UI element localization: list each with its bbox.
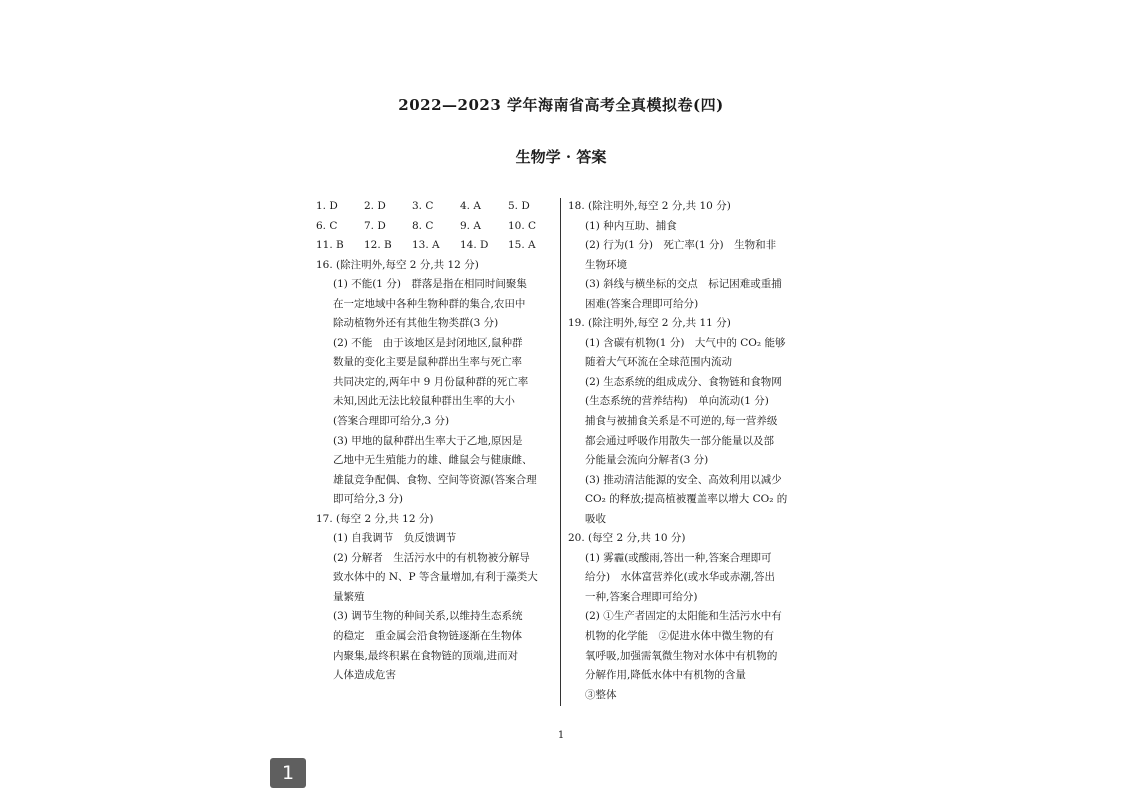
answer-line: 除动植物外还有其他生物类群(3 分) — [333, 317, 499, 330]
mc-answer: 14. D — [460, 239, 489, 252]
mc-answer: 7. D — [364, 219, 386, 232]
mc-answer: 1. D — [316, 200, 338, 212]
answer-line: 在一定地域中各种生物种群的集合,农田中 — [333, 297, 526, 310]
answer-line: 未知,因此无法比较鼠种群出生率的大小 — [333, 395, 515, 408]
answer-line: 内聚集,最终积累在食物链的顶端,进而对 — [333, 649, 519, 662]
mc-answer: 13. A — [412, 239, 440, 252]
mc-answer: 11. B — [316, 239, 344, 252]
answer-line: (生态系统的营养结构) 单向流动(1 分) — [585, 395, 769, 408]
mc-answer: 9. A — [460, 219, 481, 232]
mc-answer: 6. C — [316, 219, 338, 232]
document-subtitle: 生物学 · 答案 — [515, 148, 607, 166]
column-divider — [560, 198, 561, 706]
mc-answer-row — [316, 197, 556, 217]
mc-answer: 2. D — [364, 200, 386, 212]
question-heading: 18. (除注明外,每空 2 分,共 10 分) — [568, 200, 731, 212]
question-heading: 19. (除注明外,每空 2 分,共 11 分) — [568, 317, 731, 330]
answer-line: 致水体中的 N、P 等含量增加,有利于藻类大 — [333, 571, 538, 584]
mc-answer: 12. B — [364, 239, 392, 252]
answer-line: ③整体 — [585, 688, 617, 701]
answer-line: 乙地中无生殖能力的雄、雌鼠会与健康雌、 — [333, 454, 533, 467]
question-heading: 20. (每空 2 分,共 10 分) — [568, 532, 686, 545]
page-number: 1 — [557, 730, 565, 741]
answer-line: (2) 行为(1 分) 死亡率(1 分) 生物和非 — [585, 239, 777, 252]
document-title: 2022—2023 学年海南省高考全真模拟卷(四) — [398, 96, 724, 114]
question-heading: 16. (除注明外,每空 2 分,共 12 分) — [316, 258, 479, 271]
mc-answer: 15. A — [508, 239, 536, 252]
answer-line: 人体造成危害 — [333, 669, 396, 682]
mc-answer: 8. C — [412, 219, 434, 232]
answer-line: CO₂ 的释放;提高植被覆盖率以增大 CO₂ 的 — [585, 493, 788, 506]
answer-line: (3) 斜线与横坐标的交点 标记困难或重捕 — [585, 278, 782, 291]
answer-line: (答案合理即可给分,3 分) — [333, 415, 450, 428]
mc-answer-row — [316, 236, 556, 256]
answer-line: 捕食与被捕食关系是不可逆的,每一营养级 — [585, 415, 778, 428]
mc-answer: 10. C — [508, 219, 537, 232]
answer-line: 共同决定的,两年中 9 月份鼠种群的死亡率 — [333, 375, 529, 388]
answer-line: 随着大气环流在全球范围内流动 — [585, 356, 732, 369]
page-indicator-badge[interactable]: 1 — [270, 758, 306, 788]
mc-answer: 5. D — [508, 200, 530, 212]
answer-line: (2) 分解者 生活污水中的有机物被分解导 — [333, 551, 530, 564]
question-heading: 17. (每空 2 分,共 12 分) — [316, 512, 434, 525]
answer-column-right — [568, 197, 808, 705]
answer-line: 困难(答案合理即可给分) — [585, 297, 699, 310]
answer-line: (3) 调节生物的种间关系,以维持生态系统 — [333, 610, 523, 623]
mc-answer: 3. C — [412, 200, 434, 212]
mc-answer: 4. A — [460, 200, 481, 212]
answer-line: 的稳定 重金属会沿食物链逐渐在生物体 — [333, 630, 522, 643]
answer-line: 生物环境 — [585, 258, 627, 271]
answer-line: 一种,答案合理即可给分) — [585, 590, 698, 603]
answer-line: 分解作用,降低水体中有机物的含量 — [585, 669, 746, 682]
answer-line: (1) 含碳有机物(1 分) 大气中的 CO₂ 能够 — [585, 336, 786, 349]
answer-column-left — [316, 197, 556, 686]
answer-line: 都会通过呼吸作用散失一部分能量以及部 — [585, 434, 774, 447]
answer-line: 量繁殖 — [333, 590, 365, 603]
answer-line: (1) 种内互助、捕食 — [585, 219, 677, 232]
answer-line: 机物的化学能 ②促进水体中微生物的有 — [585, 630, 774, 643]
answer-line: (1) 自我调节 负反馈调节 — [333, 532, 457, 545]
answer-line: (3) 甲地的鼠种群出生率大于乙地,原因是 — [333, 434, 523, 447]
answer-line: 雄鼠竞争配偶、食物、空间等资源(答案合理 — [333, 473, 537, 486]
mc-answer-row — [316, 217, 556, 237]
answer-line: (2) 不能 由于该地区是封闭地区,鼠种群 — [333, 336, 523, 349]
answer-line: 吸收 — [585, 512, 606, 525]
answer-line: 分能量会流向分解者(3 分) — [585, 454, 709, 467]
answer-line: (2) ①生产者固定的太阳能和生活污水中有 — [585, 610, 782, 623]
answer-line: 氧呼吸,加强需氧微生物对水体中有机物的 — [585, 649, 778, 662]
answer-line: 给分) 水体富营养化(或水华或赤潮,答出 — [585, 571, 776, 584]
answer-line: 即可给分,3 分) — [333, 493, 403, 506]
answer-line: (3) 推动清洁能源的安全、高效利用以减少 — [585, 473, 782, 486]
answer-line: (2) 生态系统的组成成分、食物链和食物网 — [585, 375, 782, 388]
answer-line: (1) 不能(1 分) 群落是指在相同时间聚集 — [333, 278, 527, 291]
answer-line: (1) 雾霾(或酸雨,答出一种,答案合理即可 — [585, 551, 772, 564]
answer-line: 数量的变化主要是鼠种群出生率与死亡率 — [333, 356, 522, 369]
